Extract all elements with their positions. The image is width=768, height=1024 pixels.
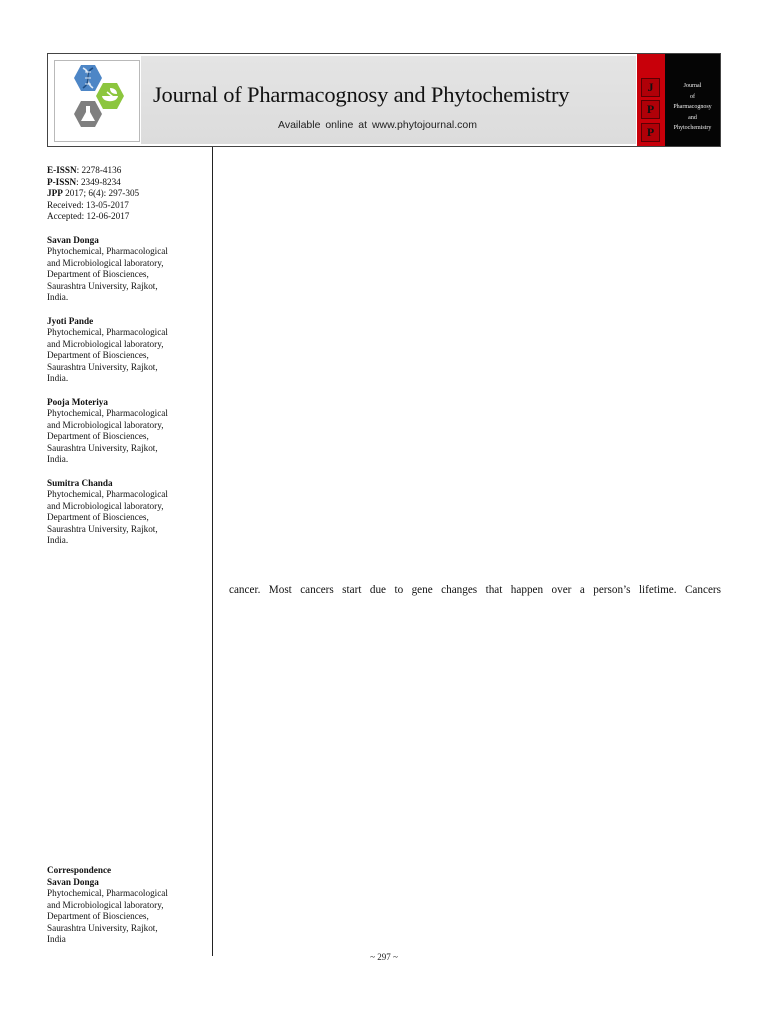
author-affiliation: Department of Biosciences, bbox=[47, 269, 149, 279]
side-logo-line: and bbox=[688, 114, 697, 121]
author-affiliation: Phytochemical, Pharmacological bbox=[47, 489, 168, 499]
author-affiliation: Saurashtra University, Rajkot, bbox=[47, 280, 158, 291]
correspondence-heading: Correspondence bbox=[47, 865, 112, 875]
page-number: ~ 297 ~ bbox=[370, 952, 398, 962]
author-block bbox=[47, 478, 207, 547]
journal-title: Journal of Pharmacognosy and Phytochemistry bbox=[153, 82, 570, 107]
correspondence-block bbox=[47, 865, 207, 946]
author-block bbox=[47, 235, 207, 304]
author-affiliation: Phytochemical, Pharmacological bbox=[47, 246, 168, 256]
availability-text: Available online at www.phytojournal.com bbox=[278, 119, 477, 131]
author-affiliation: Saurashtra University, Rajkot, bbox=[47, 361, 158, 372]
meta-accepted: Accepted: 12-06-2017 bbox=[47, 211, 130, 221]
correspondence-name: Savan Donga bbox=[47, 876, 99, 887]
author-affiliation: Phytochemical, Pharmacological bbox=[47, 327, 168, 337]
correspondence-affiliation: and Microbiological laboratory, bbox=[47, 899, 164, 910]
author-name: Savan Donga bbox=[47, 234, 99, 245]
title-band bbox=[141, 56, 636, 144]
correspondence-affiliation: India bbox=[47, 934, 66, 944]
meta-eissn: E-ISSN: 2278-4136 bbox=[47, 165, 122, 175]
jpp-red-band bbox=[637, 54, 665, 146]
article-metadata bbox=[47, 165, 207, 223]
author-affiliation: India. bbox=[47, 535, 69, 545]
journal-logo bbox=[54, 60, 140, 142]
author-name: Sumitra Chanda bbox=[47, 477, 113, 488]
author-affiliation: and Microbiological laboratory, bbox=[47, 500, 164, 511]
jpp-letter-p1: P bbox=[641, 100, 660, 119]
jpp-side-logo bbox=[665, 54, 720, 146]
author-affiliation: Department of Biosciences, bbox=[47, 350, 149, 360]
author-block bbox=[47, 316, 207, 385]
meta-pissn: P-ISSN: 2349-8234 bbox=[47, 176, 121, 187]
author-affiliation: Department of Biosciences, bbox=[47, 431, 149, 441]
jpp-letter-j: J bbox=[641, 78, 660, 97]
author-affiliation: and Microbiological laboratory, bbox=[47, 338, 164, 349]
author-affiliation: India. bbox=[47, 292, 69, 302]
side-logo-line: of bbox=[690, 93, 695, 100]
side-logo-line: Journal bbox=[683, 83, 702, 89]
author-affiliation: Phytochemical, Pharmacological bbox=[47, 408, 168, 418]
author-affiliation: and Microbiological laboratory, bbox=[47, 419, 164, 430]
correspondence-affiliation: Phytochemical, Pharmacological bbox=[47, 888, 168, 898]
journal-header bbox=[47, 53, 721, 147]
author-name: Pooja Moteriya bbox=[47, 396, 108, 407]
author-affiliation: Department of Biosciences, bbox=[47, 512, 149, 522]
side-logo-line: Phytochemistry bbox=[673, 125, 712, 131]
author-affiliation: Saurashtra University, Rajkot, bbox=[47, 523, 158, 534]
author-affiliation: India. bbox=[47, 373, 69, 383]
body-text-line: cancer. Most cancers start due to gene changes that happen over a person’s lifetime. Cancers bbox=[229, 584, 721, 596]
sidebar-divider bbox=[212, 147, 213, 956]
correspondence-affiliation: Department of Biosciences, bbox=[47, 911, 149, 921]
hexagon-logo-icon bbox=[55, 61, 139, 141]
author-name: Jyoti Pande bbox=[47, 315, 94, 326]
author-affiliation: and Microbiological laboratory, bbox=[47, 257, 164, 268]
article-sidebar bbox=[47, 165, 207, 547]
meta-received: Received: 13-05-2017 bbox=[47, 199, 129, 210]
side-logo-line: Pharmacognosy bbox=[673, 104, 712, 110]
jpp-letter-p2: P bbox=[641, 123, 660, 142]
meta-jpp-volume: JPP 2017; 6(4): 297-305 bbox=[47, 188, 140, 198]
author-block bbox=[47, 397, 207, 466]
correspondence-affiliation: Saurashtra University, Rajkot, bbox=[47, 922, 158, 933]
author-affiliation: India. bbox=[47, 454, 69, 464]
author-affiliation: Saurashtra University, Rajkot, bbox=[47, 442, 158, 453]
